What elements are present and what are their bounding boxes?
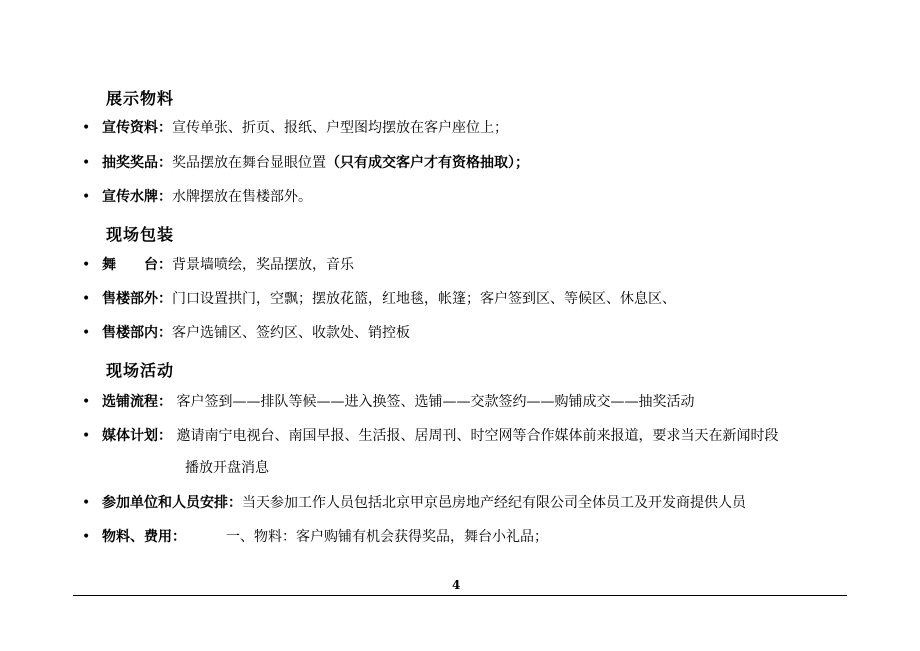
item-emphasis: （只有成交客户才有资格抽取）； <box>326 155 529 171</box>
item-label: 售楼部外： <box>102 291 172 307</box>
item-text: 客户签到——排队等候——进入换签、选铺——交款签约——购铺成交——抽奖活动 <box>176 394 695 410</box>
item-text: 一、物料：客户购铺有机会获得奖品，舞台小礼品； <box>226 529 548 545</box>
item-text: 奖品摆放在舞台显眼位置 <box>172 155 326 171</box>
bullet-icon: • <box>82 155 91 171</box>
item-label: 选铺流程： <box>102 394 172 410</box>
item-label: 宣传资料： <box>102 120 172 136</box>
item-label: 参加单位和人员安排： <box>102 495 242 511</box>
footer-divider <box>73 595 847 596</box>
bullet-icon: • <box>82 495 91 511</box>
section-heading-display-materials: 展示物料 <box>106 89 175 108</box>
item-label: 售楼部内： <box>102 325 172 341</box>
item-label: 宣传水牌： <box>102 189 172 205</box>
bullet-icon: • <box>82 428 91 444</box>
item-text: 当天参加工作人员包括北京甲京邑房地产经纪有限公司全体员工及开发商提供人员 <box>242 495 746 511</box>
item-text: 邀请南宁电视台、南国早报、生活报、居周刊、时空网等合作媒体前来报道，要求当天在新闻时段 <box>176 428 779 444</box>
item-text: 门口设置拱门，空飘；摆放花篮，红地毯，帐篷；客户签到区、等候区、休息区、 <box>172 291 676 307</box>
bullet-icon: • <box>82 257 91 273</box>
page-number: 4 <box>452 578 461 592</box>
bullet-icon: • <box>82 325 91 341</box>
bullet-icon: • <box>82 529 91 545</box>
item-label: 媒体计划： <box>102 428 172 444</box>
bullet-icon: • <box>82 120 91 136</box>
item-label: 舞 台： <box>102 257 172 273</box>
item-text: 水牌摆放在售楼部外。 <box>172 189 312 205</box>
item-label: 物料、费用： <box>102 529 186 545</box>
item-text: 宣传单张、折页、报纸、户型图均摆放在客户座位上； <box>172 120 508 136</box>
bullet-icon: • <box>82 291 91 307</box>
section-heading-onsite-activities: 现场活动 <box>106 361 175 380</box>
item-text: 客户选铺区、签约区、收款处、销控板 <box>172 325 410 341</box>
bullet-icon: • <box>82 394 91 410</box>
section-heading-onsite-packaging: 现场包装 <box>106 225 175 244</box>
item-text: 背景墙喷绘，奖品摆放，音乐 <box>172 257 354 273</box>
item-continuation-text: 播放开盘消息 <box>185 460 269 476</box>
item-label: 抽奖奖品： <box>102 155 172 171</box>
bullet-icon: • <box>82 189 91 205</box>
